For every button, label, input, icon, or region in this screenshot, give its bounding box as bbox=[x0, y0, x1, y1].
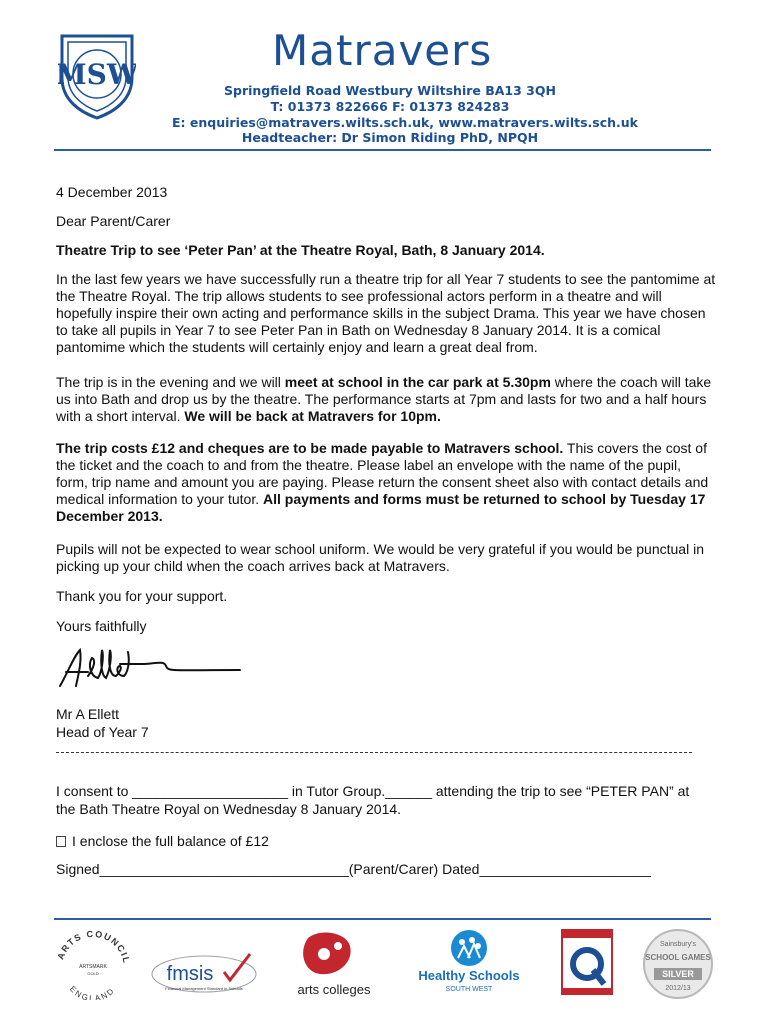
healthy-schools-sub: SOUTH WEST bbox=[445, 986, 493, 993]
fmsis-text: fmsis bbox=[166, 963, 214, 985]
headteacher: Headteacher: Dr Simon Riding PhD, NPQH bbox=[241, 130, 539, 145]
signature bbox=[54, 642, 244, 692]
paragraph-2: The trip is in the evening and we will meet at school in the car park at 5.30pm where the coach will take us into Bath and drop us by the theatre. The performance starts at 7pm and lasts for two and a half hours with a short interval. We will be back at Matravers for 10pm. bbox=[56, 374, 712, 424]
school-email: E: enquiries@matravers.wilts.sch.uk, www.matravers.wilts.sch.uk bbox=[172, 115, 638, 130]
crest-letters: MSW bbox=[58, 58, 136, 91]
arts-council-logo bbox=[52, 928, 134, 1000]
artsmark-text: ARTSMARK bbox=[79, 964, 107, 970]
balance-checkbox-label: I enclose the full balance of £12 bbox=[72, 833, 269, 849]
balance-checkbox[interactable] bbox=[56, 836, 66, 847]
arts-council-text: ARTS COUNCIL bbox=[55, 928, 132, 966]
signed-line: Signed________________________________(Parent/Carer) Dated______________________ bbox=[56, 861, 651, 877]
fmsis-sub: Financial Management Standard in Schools bbox=[165, 986, 243, 991]
healthy-schools-text: Healthy Schools bbox=[418, 968, 520, 983]
quality-mark-logo bbox=[560, 928, 614, 1000]
thanks-line: Thank you for your support. bbox=[56, 588, 228, 604]
artsmark-level: GOLD bbox=[87, 971, 99, 976]
arts-colleges-text: arts colleges bbox=[297, 982, 371, 997]
school-phone: T: 01373 822666 F: 01373 824283 bbox=[270, 99, 510, 114]
tear-line bbox=[56, 752, 692, 753]
healthy-schools-logo bbox=[414, 928, 524, 1000]
school-games-text: SCHOOL GAMES bbox=[645, 953, 711, 962]
paragraph-1: In the last few years we have successfully run a theatre trip for all Year 7 students to see the pantomime at the Theatre Royal. The trip allows students to see professional actors perform in a theatre and will hopefully inspire their own acting and performance skills in the subject Drama. This year we have chosen to take all pupils in Year 7 to see Peter Pan in Bath on Wednesday 8 January 2014. It is a comical pantomime which the students will certainly enjoy and learn a great deal from. bbox=[56, 271, 716, 355]
school-name: Matravers bbox=[272, 26, 493, 75]
header-rule bbox=[54, 149, 711, 151]
svg-text:ARTS COUNCIL bbox=[55, 929, 132, 965]
silver-text: SILVER bbox=[662, 969, 694, 979]
paragraph-4: Pupils will not be expected to wear school uniform. We would be very grateful if you would be punctual in picking up your child when the coach arrives back at Matravers. bbox=[56, 541, 704, 574]
closing-line: Yours faithfully bbox=[56, 618, 147, 634]
letter-date: 4 December 2013 bbox=[56, 184, 168, 200]
arts-colleges-logo bbox=[290, 928, 380, 1000]
fmsis-logo bbox=[150, 928, 262, 1000]
signer-name: Mr A Ellett bbox=[56, 706, 120, 722]
svg-text:ENGLAND bbox=[68, 984, 117, 1000]
sainsburys-text: Sainsbury's bbox=[660, 941, 696, 948]
balance-checkbox-row[interactable] bbox=[56, 833, 269, 849]
school-games-logo bbox=[640, 928, 716, 1000]
paragraph-3: The trip costs £12 and cheques are to be made payable to Matravers school. This covers the cost of the ticket and the coach to and from the theatre. Please label an envelope with the name of the pupil, form, trip name and amount you are paying. Please return the consent sheet also with contact details and medical information to your tutor. All payments and forms must be returned to school by Tuesday 17 December 2013. bbox=[56, 440, 709, 524]
consent-line-1: I consent to ____________________ in Tutor Group.______ attending the trip to see “PETER PAN” at bbox=[56, 783, 690, 799]
signer-role: Head of Year 7 bbox=[56, 724, 149, 740]
footer-rule bbox=[54, 918, 711, 920]
arts-council-sub: ENGLAND bbox=[67, 984, 117, 1000]
consent-line-2: the Bath Theatre Royal on Wednesday 8 January 2014. bbox=[56, 801, 402, 817]
years-text: 2012/13 bbox=[665, 985, 691, 992]
salutation: Dear Parent/Carer bbox=[56, 213, 171, 229]
letter-subject: Theatre Trip to see ‘Peter Pan’ at the Theatre Royal, Bath, 8 January 2014. bbox=[56, 242, 545, 258]
school-crest bbox=[58, 30, 136, 120]
school-address: Springfield Road Westbury Wiltshire BA13 3QH bbox=[224, 83, 556, 98]
